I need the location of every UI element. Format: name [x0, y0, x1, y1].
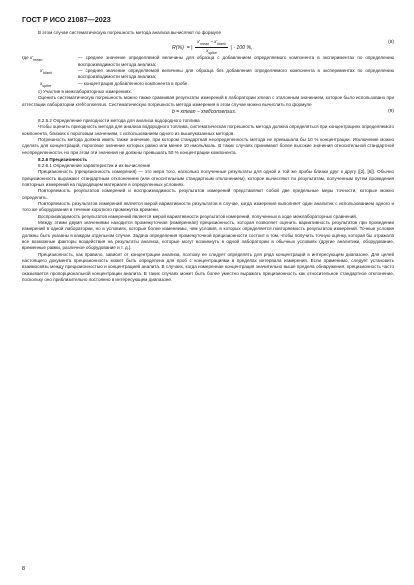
section-8-2-5-2-heading: 8.2.5.2 Определение пригодности метода для анализа водородного топлива	[38, 118, 200, 123]
formula-9	[22, 108, 394, 118]
intro-paragraph: В этом случае систематическую погрешность метода анализа вычисляют по формуле	[38, 30, 221, 35]
definition-desc: — концентрация добавленного компонента в пробе.	[78, 80, 189, 86]
section-8-2-6-heading: 8.2.6 Прецизионность	[38, 156, 88, 162]
definition-desc: — среднее значение определяемой величины для образца с добавлением определяемого компонента в экспериментах по определению воспроизводимости метода анализа;	[78, 55, 394, 67]
definition-term: $x'_{blank}$	[40, 68, 53, 75]
fitness-paragraph-2: Погрешность метода должна иметь также значение, при котором стандартная неопределенность метода не превышала бы 10 % концентрации. Исключение можно сделать для концентраций, пороговое значение которых равно или менее 10 нмоль/моль. В таких случаях принимают более высокие значения относительной стандартной неопределенности, но при этом эти значения не должны превышать 50 % концентрации компонента.	[22, 137, 394, 155]
formula-8-denominator: $x_{spike}$	[206, 48, 217, 56]
definition-desc: — среднее значение определяемой величины для образца без добавления определяемого компонента в экспериментах по определению воспроизводимости метода анализа;	[78, 68, 394, 80]
formula-8-lhs: R(%)	[172, 45, 184, 52]
formula-8-numerator: $x'_{mean} - x'_{blank}$	[196, 39, 226, 47]
precision-paragraph-1: Прецизионность (прецизионность измерения) — это мера того, насколько полученные результаты для одной и той же пробы близки друг к другу ([2], [6]). Обычно прецизионность выражают стандартным отклонением (или относительным стандартным отклонением), которое вычисляют по результатам, полученным путем проведения повторных измерений на подходящем материале в определенных условиях.	[22, 169, 394, 187]
bias-paragraph: Оценить систематическую погрешность можно также сравнивая результаты измерений в лаборатории xmean с эталонным значением, которое было использовано при аттестации лаборатории xref/consensus. Систематическую погрешность метода измерения в этом случае можно вычислить по формуле	[22, 95, 394, 107]
list-item-c: c) Участие в межлабораторных измерениях.	[38, 88, 132, 94]
formula-8-number: (8)	[388, 40, 394, 46]
precision-paragraph-5: Между этими двумя значениями находится промежуточная (измеренная) прецизионность, которая позволяет оценить вариативность результатов при проведении измерений в одной лаборатории, но в условиях, которые более изменяемы, чем условия, в которых определяется повторяемость результатов измерений. Точные условия должны быть указаны в каждом отдельном случае. Задача определения промежуточной прецизионности состоит в том, чтобы получить точную оценку, которая бы отражала все возможные факторы воздействия на результаты анализа, которые могут возникнуть в одной лаборатории в обычных условиях (другие аналитики, оборудование, временные рамки, различное оборудование и т. д.).	[22, 220, 394, 251]
page-number: 8	[22, 566, 26, 572]
formula-8-fraction	[195, 39, 228, 56]
definition-term: где $x'_{mean}$	[22, 55, 43, 63]
definition-row	[22, 68, 394, 81]
section-8-2-6-1-heading: 8.2.6.1 Определение характеристик и их вычисление	[38, 162, 151, 168]
formula-8-expression: R(%) = | $\frac{x'_{mean} - x'_{blank}}{x_{spike}}$ | · 100 %,	[172, 39, 253, 56]
where-label: где	[22, 55, 29, 61]
running-header: ГОСТ Р ИСО 21087—2023	[22, 15, 111, 24]
precision-paragraph-6: Прецизионность, как правило, зависит от концентрации анализа, поэтому ее следует определять для ряда концентраций в интересующем диапазоне. Для целей настоящего документа прецизионность может быть определена для проб с концентрациями в пределах интервала измерения. Если применимо, следует установить взаимосвязь между прецизионностью и концентрацией аналита. В случаях, когда измеренная концентрация значительно выше предела обнаружения, прецизионность часто оказывается пропорциональной концентрации аналита. В таких случаях может быть более уместно выражать прецизионность как относительное стандартное отклонение, поскольку оно приблизительно постоянно в интересующем диапазоне.	[22, 251, 394, 283]
formula-8-rhs: · 100 %,	[233, 45, 253, 52]
fitness-paragraph-1: Чтобы оценить пригодность метода для анализа водородного топлива, систематическая погрешность метода должна определяться при концентрациях определяемого компонента, близких к пороговым значениям, с использованием одного из вышеуказанных методов.	[22, 124, 394, 136]
page-body	[22, 30, 394, 283]
definition-row	[22, 81, 394, 89]
precision-paragraph-4: Воспроизводимость результатов измерений является мерой вариативности результатов измерений, полученных в ходе межлабораторных сравнений.	[38, 213, 358, 219]
formula-8	[22, 36, 394, 55]
precision-paragraph-3: Повторяемость результатов измерений является мерой вариативности результатов в случае, когда измерения выполняет один аналитик с использованием одного и того же оборудования в течение короткого промежутка времени.	[22, 200, 394, 213]
formula-9-expression: b = xmean − xref/consensus.	[172, 109, 237, 115]
formula-9-number: (9)	[388, 109, 394, 114]
definition-row	[22, 55, 394, 68]
definition-term: $x_{spike}$	[40, 80, 52, 88]
precision-paragraph-2: Повторяемость результатов измерений и воспроизводимость результатов измерений представляют собой две предельные меры точности, которые можно определить.	[22, 188, 394, 200]
